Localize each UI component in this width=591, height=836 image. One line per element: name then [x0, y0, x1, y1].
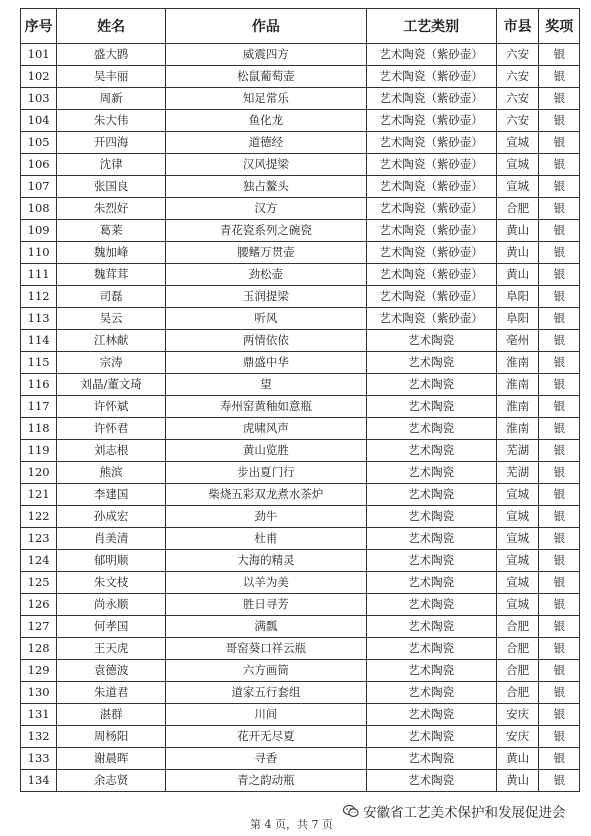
cell-city-county: 芜湖 — [496, 462, 539, 484]
cell-craft-category: 艺术陶瓷（紫砂壶） — [366, 132, 496, 154]
cell-city-county: 宣城 — [496, 572, 539, 594]
header-work: 作品 — [166, 9, 367, 44]
cell-city-county: 安庆 — [496, 726, 539, 748]
cell-serial-number: 113 — [21, 308, 57, 330]
cell-award: 银 — [539, 374, 580, 396]
cell-serial-number: 110 — [21, 242, 57, 264]
cell-craft-category: 艺术陶瓷（紫砂壶） — [366, 88, 496, 110]
cell-serial-number: 120 — [21, 462, 57, 484]
cell-serial-number: 128 — [21, 638, 57, 660]
cell-craft-category: 艺术陶瓷（紫砂壶） — [366, 176, 496, 198]
cell-work: 鼎盛中华 — [166, 352, 367, 374]
cell-serial-number: 133 — [21, 748, 57, 770]
cell-serial-number: 118 — [21, 418, 57, 440]
cell-work: 步出夏门行 — [166, 462, 367, 484]
cell-serial-number: 112 — [21, 286, 57, 308]
cell-serial-number: 107 — [21, 176, 57, 198]
table-header-row — [21, 9, 580, 44]
cell-award: 银 — [539, 770, 580, 792]
table-row — [21, 770, 580, 792]
cell-craft-category: 艺术陶瓷 — [366, 396, 496, 418]
cell-work: 以羊为美 — [166, 572, 367, 594]
cell-serial-number: 130 — [21, 682, 57, 704]
cell-name: 李建国 — [57, 484, 166, 506]
table-row — [21, 220, 580, 242]
cell-craft-category: 艺术陶瓷（紫砂壶） — [366, 110, 496, 132]
cell-craft-category: 艺术陶瓷 — [366, 462, 496, 484]
cell-work: 青之韵动瓶 — [166, 770, 367, 792]
table-row — [21, 418, 580, 440]
cell-serial-number: 106 — [21, 154, 57, 176]
table-row — [21, 66, 580, 88]
cell-city-county: 黄山 — [496, 242, 539, 264]
cell-craft-category: 艺术陶瓷（紫砂壶） — [366, 264, 496, 286]
cell-name: 朱文枝 — [57, 572, 166, 594]
table-row — [21, 506, 580, 528]
cell-name: 魏加峰 — [57, 242, 166, 264]
cell-award: 银 — [539, 748, 580, 770]
cell-serial-number: 119 — [21, 440, 57, 462]
cell-craft-category: 艺术陶瓷 — [366, 374, 496, 396]
cell-work: 鱼化龙 — [166, 110, 367, 132]
cell-name: 沈律 — [57, 154, 166, 176]
cell-city-county: 宣城 — [496, 528, 539, 550]
cell-craft-category: 艺术陶瓷 — [366, 660, 496, 682]
cell-work: 道家五行套组 — [166, 682, 367, 704]
cell-serial-number: 111 — [21, 264, 57, 286]
cell-award: 银 — [539, 220, 580, 242]
cell-name: 许怀君 — [57, 418, 166, 440]
table-row — [21, 704, 580, 726]
cell-craft-category: 艺术陶瓷 — [366, 440, 496, 462]
cell-serial-number: 123 — [21, 528, 57, 550]
cell-work: 劲牛 — [166, 506, 367, 528]
watermark — [340, 800, 569, 822]
table-row — [21, 154, 580, 176]
cell-award: 银 — [539, 484, 580, 506]
cell-work: 寻香 — [166, 748, 367, 770]
cell-craft-category: 艺术陶瓷（紫砂壶） — [366, 308, 496, 330]
table-row — [21, 726, 580, 748]
cell-award: 银 — [539, 44, 580, 66]
cell-city-county: 阜阳 — [496, 308, 539, 330]
cell-award: 银 — [539, 660, 580, 682]
cell-name: 宗涛 — [57, 352, 166, 374]
cell-city-county: 黄山 — [496, 770, 539, 792]
table-row — [21, 176, 580, 198]
cell-name: 葛莱 — [57, 220, 166, 242]
cell-name: 郁明顺 — [57, 550, 166, 572]
cell-city-county: 合肥 — [496, 682, 539, 704]
cell-serial-number: 105 — [21, 132, 57, 154]
cell-name: 孙成宏 — [57, 506, 166, 528]
cell-award: 银 — [539, 726, 580, 748]
cell-craft-category: 艺术陶瓷 — [366, 594, 496, 616]
cell-work: 青花瓷系列之碗瓷 — [166, 220, 367, 242]
cell-name: 张国良 — [57, 176, 166, 198]
wechat-icon — [343, 804, 359, 818]
cell-name: 许怀斌 — [57, 396, 166, 418]
cell-craft-category: 艺术陶瓷 — [366, 638, 496, 660]
cell-craft-category: 艺术陶瓷 — [366, 550, 496, 572]
cell-serial-number: 122 — [21, 506, 57, 528]
cell-award: 银 — [539, 594, 580, 616]
cell-city-county: 淮南 — [496, 374, 539, 396]
cell-city-county: 合肥 — [496, 660, 539, 682]
cell-work: 汉方 — [166, 198, 367, 220]
cell-serial-number: 127 — [21, 616, 57, 638]
cell-award: 银 — [539, 198, 580, 220]
cell-name: 盛大鹍 — [57, 44, 166, 66]
cell-award: 银 — [539, 440, 580, 462]
table-row — [21, 242, 580, 264]
cell-award: 银 — [539, 132, 580, 154]
cell-name: 吴丰丽 — [57, 66, 166, 88]
table-row — [21, 594, 580, 616]
cell-serial-number: 102 — [21, 66, 57, 88]
cell-craft-category: 艺术陶瓷 — [366, 506, 496, 528]
table-row — [21, 462, 580, 484]
cell-name: 袁德波 — [57, 660, 166, 682]
cell-work: 寿州窑黄釉如意瓶 — [166, 396, 367, 418]
table-row — [21, 682, 580, 704]
cell-city-county: 黄山 — [496, 264, 539, 286]
cell-city-county: 芜湖 — [496, 440, 539, 462]
cell-serial-number: 132 — [21, 726, 57, 748]
cell-name: 熊滨 — [57, 462, 166, 484]
cell-serial-number: 115 — [21, 352, 57, 374]
table-row — [21, 330, 580, 352]
cell-city-county: 阜阳 — [496, 286, 539, 308]
cell-name: 周新 — [57, 88, 166, 110]
cell-craft-category: 艺术陶瓷（紫砂壶） — [366, 66, 496, 88]
watermark-text: 安徽省工艺美术保护和发展促进会 — [363, 805, 566, 821]
cell-name: 吴云 — [57, 308, 166, 330]
cell-city-county: 宣城 — [496, 550, 539, 572]
cell-name: 刘晶/董文琦 — [57, 374, 166, 396]
cell-award: 银 — [539, 264, 580, 286]
cell-serial-number: 116 — [21, 374, 57, 396]
cell-city-county: 淮南 — [496, 352, 539, 374]
cell-craft-category: 艺术陶瓷（紫砂壶） — [366, 286, 496, 308]
table-row — [21, 110, 580, 132]
table-row — [21, 484, 580, 506]
cell-craft-category: 艺术陶瓷（紫砂壶） — [366, 242, 496, 264]
cell-work: 望 — [166, 374, 367, 396]
cell-award: 银 — [539, 704, 580, 726]
table-row — [21, 396, 580, 418]
table-row — [21, 638, 580, 660]
table-row — [21, 286, 580, 308]
cell-craft-category: 艺术陶瓷 — [366, 770, 496, 792]
cell-city-county: 宣城 — [496, 484, 539, 506]
cell-name: 王天虎 — [57, 638, 166, 660]
table-row — [21, 88, 580, 110]
cell-name: 周杨阳 — [57, 726, 166, 748]
table-row — [21, 308, 580, 330]
cell-craft-category: 艺术陶瓷（紫砂壶） — [366, 220, 496, 242]
cell-name: 尚永顺 — [57, 594, 166, 616]
cell-craft-category: 艺术陶瓷（紫砂壶） — [366, 154, 496, 176]
cell-work: 道德经 — [166, 132, 367, 154]
cell-work: 黄山览胜 — [166, 440, 367, 462]
table-row — [21, 44, 580, 66]
cell-work: 汉风提梁 — [166, 154, 367, 176]
cell-city-county: 宣城 — [496, 154, 539, 176]
cell-serial-number: 117 — [21, 396, 57, 418]
table-row — [21, 572, 580, 594]
cell-work: 胜日寻芳 — [166, 594, 367, 616]
cell-work: 两情依依 — [166, 330, 367, 352]
cell-city-county: 黄山 — [496, 748, 539, 770]
header-award: 奖项 — [539, 9, 580, 44]
cell-city-county: 合肥 — [496, 198, 539, 220]
cell-craft-category: 艺术陶瓷 — [366, 748, 496, 770]
cell-award: 银 — [539, 308, 580, 330]
table-row — [21, 440, 580, 462]
cell-award: 银 — [539, 242, 580, 264]
cell-name: 余志贤 — [57, 770, 166, 792]
cell-award: 银 — [539, 682, 580, 704]
cell-award: 银 — [539, 638, 580, 660]
cell-work: 劲松壶 — [166, 264, 367, 286]
cell-serial-number: 108 — [21, 198, 57, 220]
page-number: 第 4 页，共 7 页 — [250, 818, 333, 831]
cell-work: 虎啸风声 — [166, 418, 367, 440]
cell-serial-number: 129 — [21, 660, 57, 682]
cell-craft-category: 艺术陶瓷 — [366, 726, 496, 748]
cell-work: 哥窑葵口祥云瓶 — [166, 638, 367, 660]
cell-award: 银 — [539, 506, 580, 528]
cell-serial-number: 104 — [21, 110, 57, 132]
cell-work: 大海的精灵 — [166, 550, 367, 572]
cell-name: 司磊 — [57, 286, 166, 308]
cell-work: 听风 — [166, 308, 367, 330]
cell-award: 银 — [539, 418, 580, 440]
cell-city-county: 亳州 — [496, 330, 539, 352]
table-row — [21, 748, 580, 770]
cell-craft-category: 艺术陶瓷 — [366, 572, 496, 594]
cell-name: 开四海 — [57, 132, 166, 154]
cell-award: 银 — [539, 462, 580, 484]
cell-name: 朱大伟 — [57, 110, 166, 132]
cell-serial-number: 103 — [21, 88, 57, 110]
cell-award: 银 — [539, 110, 580, 132]
cell-name: 江林献 — [57, 330, 166, 352]
cell-award: 银 — [539, 550, 580, 572]
cell-name: 刘志根 — [57, 440, 166, 462]
cell-serial-number: 114 — [21, 330, 57, 352]
cell-city-county: 六安 — [496, 44, 539, 66]
cell-name: 魏茸茸 — [57, 264, 166, 286]
header-craft-category: 工艺类别 — [366, 9, 496, 44]
cell-name: 肖美清 — [57, 528, 166, 550]
cell-award: 银 — [539, 330, 580, 352]
cell-city-county: 宣城 — [496, 506, 539, 528]
cell-award: 银 — [539, 572, 580, 594]
cell-award: 银 — [539, 66, 580, 88]
cell-city-county: 淮南 — [496, 418, 539, 440]
cell-award: 银 — [539, 352, 580, 374]
cell-serial-number: 125 — [21, 572, 57, 594]
cell-serial-number: 124 — [21, 550, 57, 572]
cell-craft-category: 艺术陶瓷（紫砂壶） — [366, 198, 496, 220]
cell-work: 威震四方 — [166, 44, 367, 66]
cell-serial-number: 121 — [21, 484, 57, 506]
cell-city-county: 六安 — [496, 110, 539, 132]
table-row — [21, 528, 580, 550]
table-row — [21, 616, 580, 638]
cell-craft-category: 艺术陶瓷 — [366, 330, 496, 352]
table-row — [21, 660, 580, 682]
cell-name: 谢晨晖 — [57, 748, 166, 770]
header-city-county: 市县 — [496, 9, 539, 44]
cell-craft-category: 艺术陶瓷 — [366, 682, 496, 704]
cell-serial-number: 101 — [21, 44, 57, 66]
cell-city-county: 淮南 — [496, 396, 539, 418]
cell-city-county: 宣城 — [496, 594, 539, 616]
cell-work: 满瓢 — [166, 616, 367, 638]
cell-craft-category: 艺术陶瓷 — [366, 352, 496, 374]
cell-award: 银 — [539, 616, 580, 638]
cell-serial-number: 131 — [21, 704, 57, 726]
cell-work: 玉润提梁 — [166, 286, 367, 308]
award-list-table — [20, 8, 580, 792]
table-row — [21, 352, 580, 374]
table-body — [21, 44, 580, 792]
cell-city-county: 安庆 — [496, 704, 539, 726]
cell-craft-category: 艺术陶瓷 — [366, 484, 496, 506]
cell-work: 柴烧五彩双龙煮水茶炉 — [166, 484, 367, 506]
cell-work: 川间 — [166, 704, 367, 726]
cell-work: 松鼠葡萄壶 — [166, 66, 367, 88]
cell-award: 银 — [539, 176, 580, 198]
cell-serial-number: 134 — [21, 770, 57, 792]
cell-craft-category: 艺术陶瓷（紫砂壶） — [366, 44, 496, 66]
table-row — [21, 132, 580, 154]
header-serial-number: 序号 — [21, 9, 57, 44]
cell-award: 银 — [539, 154, 580, 176]
cell-work: 独占鳌头 — [166, 176, 367, 198]
cell-craft-category: 艺术陶瓷 — [366, 616, 496, 638]
header-name: 姓名 — [57, 9, 166, 44]
cell-craft-category: 艺术陶瓷 — [366, 704, 496, 726]
cell-work: 腰鳍万贯壶 — [166, 242, 367, 264]
table-row — [21, 198, 580, 220]
cell-name: 湛群 — [57, 704, 166, 726]
cell-city-county: 六安 — [496, 66, 539, 88]
cell-city-county: 黄山 — [496, 220, 539, 242]
cell-serial-number: 126 — [21, 594, 57, 616]
cell-work: 花开无尽夏 — [166, 726, 367, 748]
cell-name: 朱烈好 — [57, 198, 166, 220]
table-row — [21, 550, 580, 572]
cell-city-county: 六安 — [496, 88, 539, 110]
cell-award: 银 — [539, 286, 580, 308]
cell-city-county: 合肥 — [496, 616, 539, 638]
cell-serial-number: 109 — [21, 220, 57, 242]
cell-city-county: 宣城 — [496, 176, 539, 198]
cell-city-county: 合肥 — [496, 638, 539, 660]
cell-work: 知足常乐 — [166, 88, 367, 110]
cell-work: 杜甫 — [166, 528, 367, 550]
cell-craft-category: 艺术陶瓷 — [366, 418, 496, 440]
table-row — [21, 374, 580, 396]
cell-award: 银 — [539, 396, 580, 418]
cell-craft-category: 艺术陶瓷 — [366, 528, 496, 550]
cell-name: 朱道君 — [57, 682, 166, 704]
cell-name: 何孝国 — [57, 616, 166, 638]
cell-award: 银 — [539, 528, 580, 550]
cell-city-county: 宣城 — [496, 132, 539, 154]
cell-award: 银 — [539, 88, 580, 110]
table-row — [21, 264, 580, 286]
cell-work: 六方画筒 — [166, 660, 367, 682]
